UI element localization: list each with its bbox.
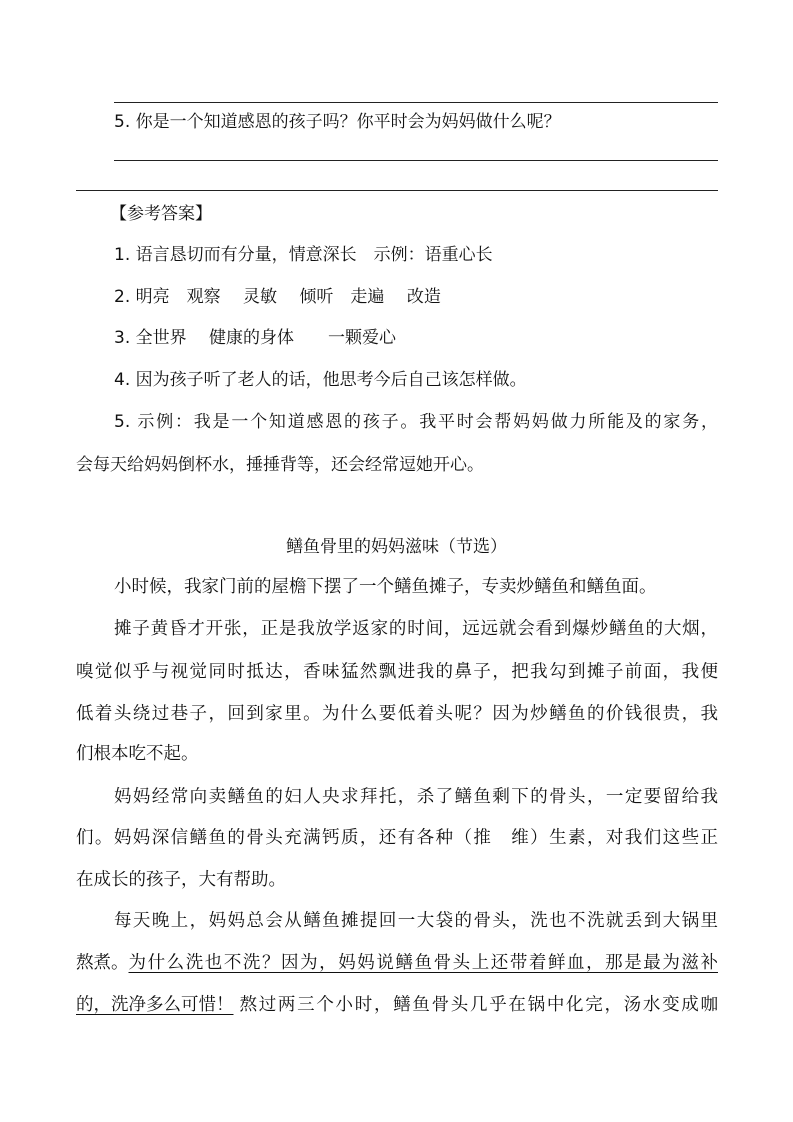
passage-line	[76, 993, 718, 1017]
answer-1: 1. 语言恳切而有分量，情意深长 示例：语重心长	[114, 245, 493, 265]
answer-3: 3. 全世界 健康的身体 一颗爱心	[114, 328, 397, 348]
plain-text: 熬过两三个小时，鳝鱼骨头几乎在锅中化完，汤水变成咖	[239, 995, 718, 1015]
section-divider	[76, 190, 718, 191]
answer-4: 4. 因为孩子听了老人的话，他思考今后自己该怎样做。	[114, 370, 527, 390]
question-5: 5. 你是一个知道感恩的孩子吗？你平时会为妈妈做什么呢？	[114, 112, 561, 132]
answer-line	[114, 160, 718, 161]
passage-line: 小时候，我家门前的屋檐下摆了一个鳝鱼摊子，专卖炒鳝鱼和鳝鱼面。	[114, 577, 657, 597]
answer-5-line-2: 会每天给妈妈倒杯水，捶捶背等，还会经常逗她开心。	[76, 455, 484, 475]
passage-line	[76, 951, 718, 975]
answer-2: 2. 明亮 观察 灵敏 倾听 走遍 改造	[114, 287, 441, 307]
passage-title: 鳝鱼骨里的妈妈滋味（节选）	[286, 537, 507, 557]
underlined-sentence: 为什么洗也不洗？因为，妈妈说鳝鱼骨头上还带着鲜血，那是最为滋补	[128, 953, 718, 973]
answers-heading: 【参考答案】	[110, 204, 212, 224]
passage-line: 们。妈妈深信鳝鱼的骨头充满钙质，还有各种（推 维）生素，对我们这些正	[76, 828, 718, 848]
passage-line: 们根本吃不起。	[76, 744, 199, 764]
answer-line	[114, 102, 718, 103]
passage-line: 在成长的孩子，大有帮助。	[76, 870, 286, 890]
passage-line: 低着头绕过巷子，回到家里。为什么要低着头呢？因为炒鳝鱼的价钱很贵，我	[76, 704, 718, 724]
passage-line: 摊子黄昏才开张，正是我放学返家的时间，远远就会看到爆炒鳝鱼的大烟，	[114, 619, 718, 639]
passage-line: 嗅觉似乎与视觉同时抵达，香味猛然飘进我的鼻子，把我勾到摊子前面，我便	[76, 662, 718, 682]
passage-line: 每天晚上，妈妈总会从鳝鱼摊提回一大袋的骨头，洗也不洗就丢到大锅里	[114, 911, 718, 931]
answer-5-line-1: 5. 示例：我是一个知道感恩的孩子。我平时会帮妈妈做力所能及的家务，	[114, 412, 718, 432]
underlined-sentence: 的，洗净多么可惜！	[76, 995, 234, 1015]
passage-line: 妈妈经常向卖鳝鱼的妇人央求拜托，杀了鳝鱼剩下的骨头，一定要留给我	[114, 787, 718, 807]
plain-text: 熬煮。	[76, 953, 129, 973]
